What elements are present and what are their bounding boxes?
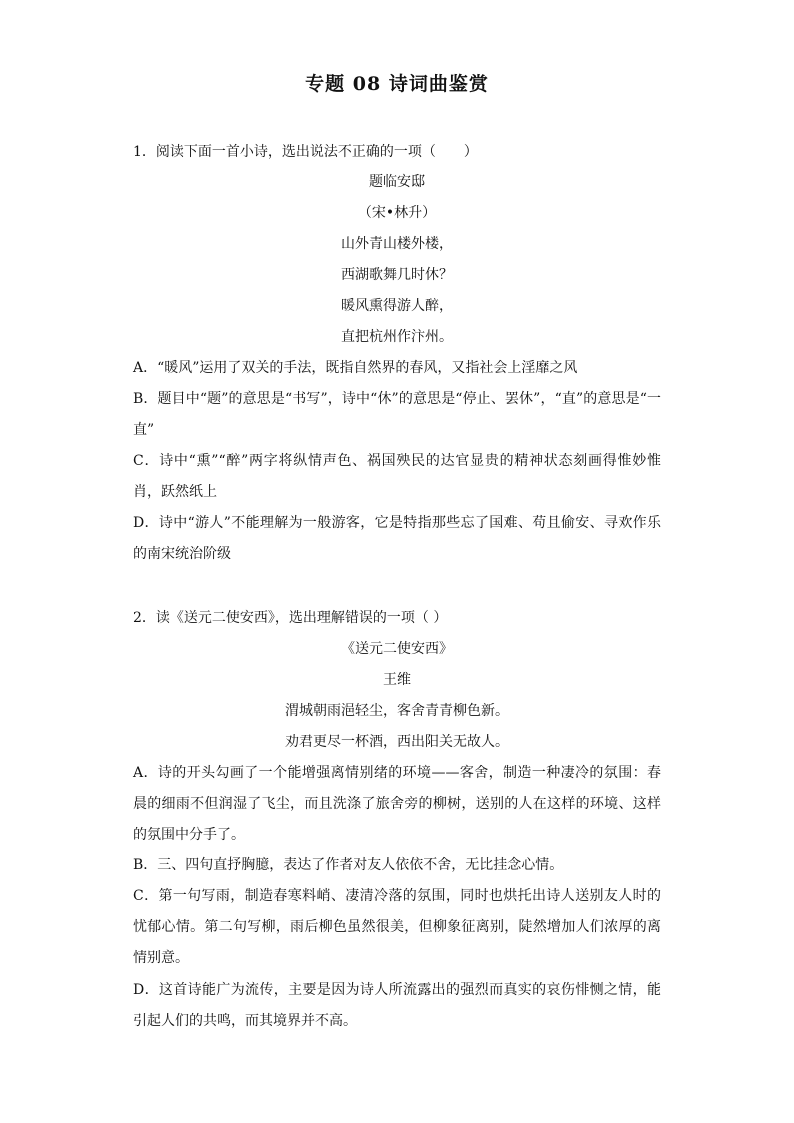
question-1-stem: 1．阅读下面一首小诗，选出说法不正确的一项（ ） bbox=[133, 144, 478, 160]
question-2-option-d: D．这首诗能广为流传，主要是因为诗人所流露出的强烈而真实的哀伤悱恻之情，能引起人们的共鸣，而其境界并不高。 bbox=[133, 982, 661, 1029]
poem-2-line: 渭城朝雨浥轻尘，客舍青青柳色新。 bbox=[285, 703, 509, 719]
question-2-stem: 2．读《送元二使安西》，选出理解错误的一项（ ） bbox=[133, 610, 448, 626]
question-1-option-b: B．题目中“题”的意思是“书写”，诗中“休”的意思是“停止、罢休”，“直”的意思是“一直” bbox=[133, 391, 661, 438]
question-2-option-b: B．三、四句直抒胸臆，表达了作者对友人依依不舍，无比挂念心情。 bbox=[133, 857, 564, 873]
poem-1-title: 题临安邸 bbox=[369, 174, 425, 190]
poem-1-author: （宋•林升） bbox=[357, 205, 437, 221]
poem-1-line: 直把杭州作汴州。 bbox=[341, 329, 453, 345]
question-1-option-a: A．“暖风”运用了双关的手法，既指自然界的春风，又指社会上淫靡之风 bbox=[133, 360, 578, 376]
question-2-option-c: C．第一句写雨，制造春寒料峭、凄清冷落的氛围，同时也烘托出诗人送别友人时的忧郁心情。第二句写柳，雨后柳色虽然很美，但柳象征离别，陡然增加人们浓厚的离情别意。 bbox=[133, 888, 661, 966]
page-title: 专题 08 诗词曲鉴赏 bbox=[305, 73, 489, 95]
question-2-option-a: A．诗的开头勾画了一个能增强离情别绪的环境——客舍，制造一种凄冷的氛围：春晨的细雨不但润湿了飞尘，而且洗涤了旅舍旁的柳树，送别的人在这样的环境、这样的氛围中分手了。 bbox=[133, 765, 661, 843]
poem-2-title: 《送元二使安西》 bbox=[341, 641, 453, 657]
question-1-option-d: D．诗中“游人”不能理解为一般游客，它是特指那些忘了国难、苟且偷安、寻欢作乐的南宋统治阶级 bbox=[133, 515, 661, 562]
poem-1-line: 西湖歌舞几时休？ bbox=[341, 267, 453, 283]
poem-1-line: 暖风熏得游人醉， bbox=[341, 298, 453, 314]
poem-1-line: 山外青山楼外楼， bbox=[341, 236, 453, 252]
question-1-option-c: C．诗中“熏”“醉”两字将纵情声色、祸国殃民的达官显贵的精神状态刻画得惟妙惟肖，跃然纸上 bbox=[133, 453, 661, 500]
poem-2-line: 劝君更尽一杯酒，西出阳关无故人。 bbox=[285, 734, 509, 750]
poem-2-author: 王维 bbox=[383, 672, 411, 688]
